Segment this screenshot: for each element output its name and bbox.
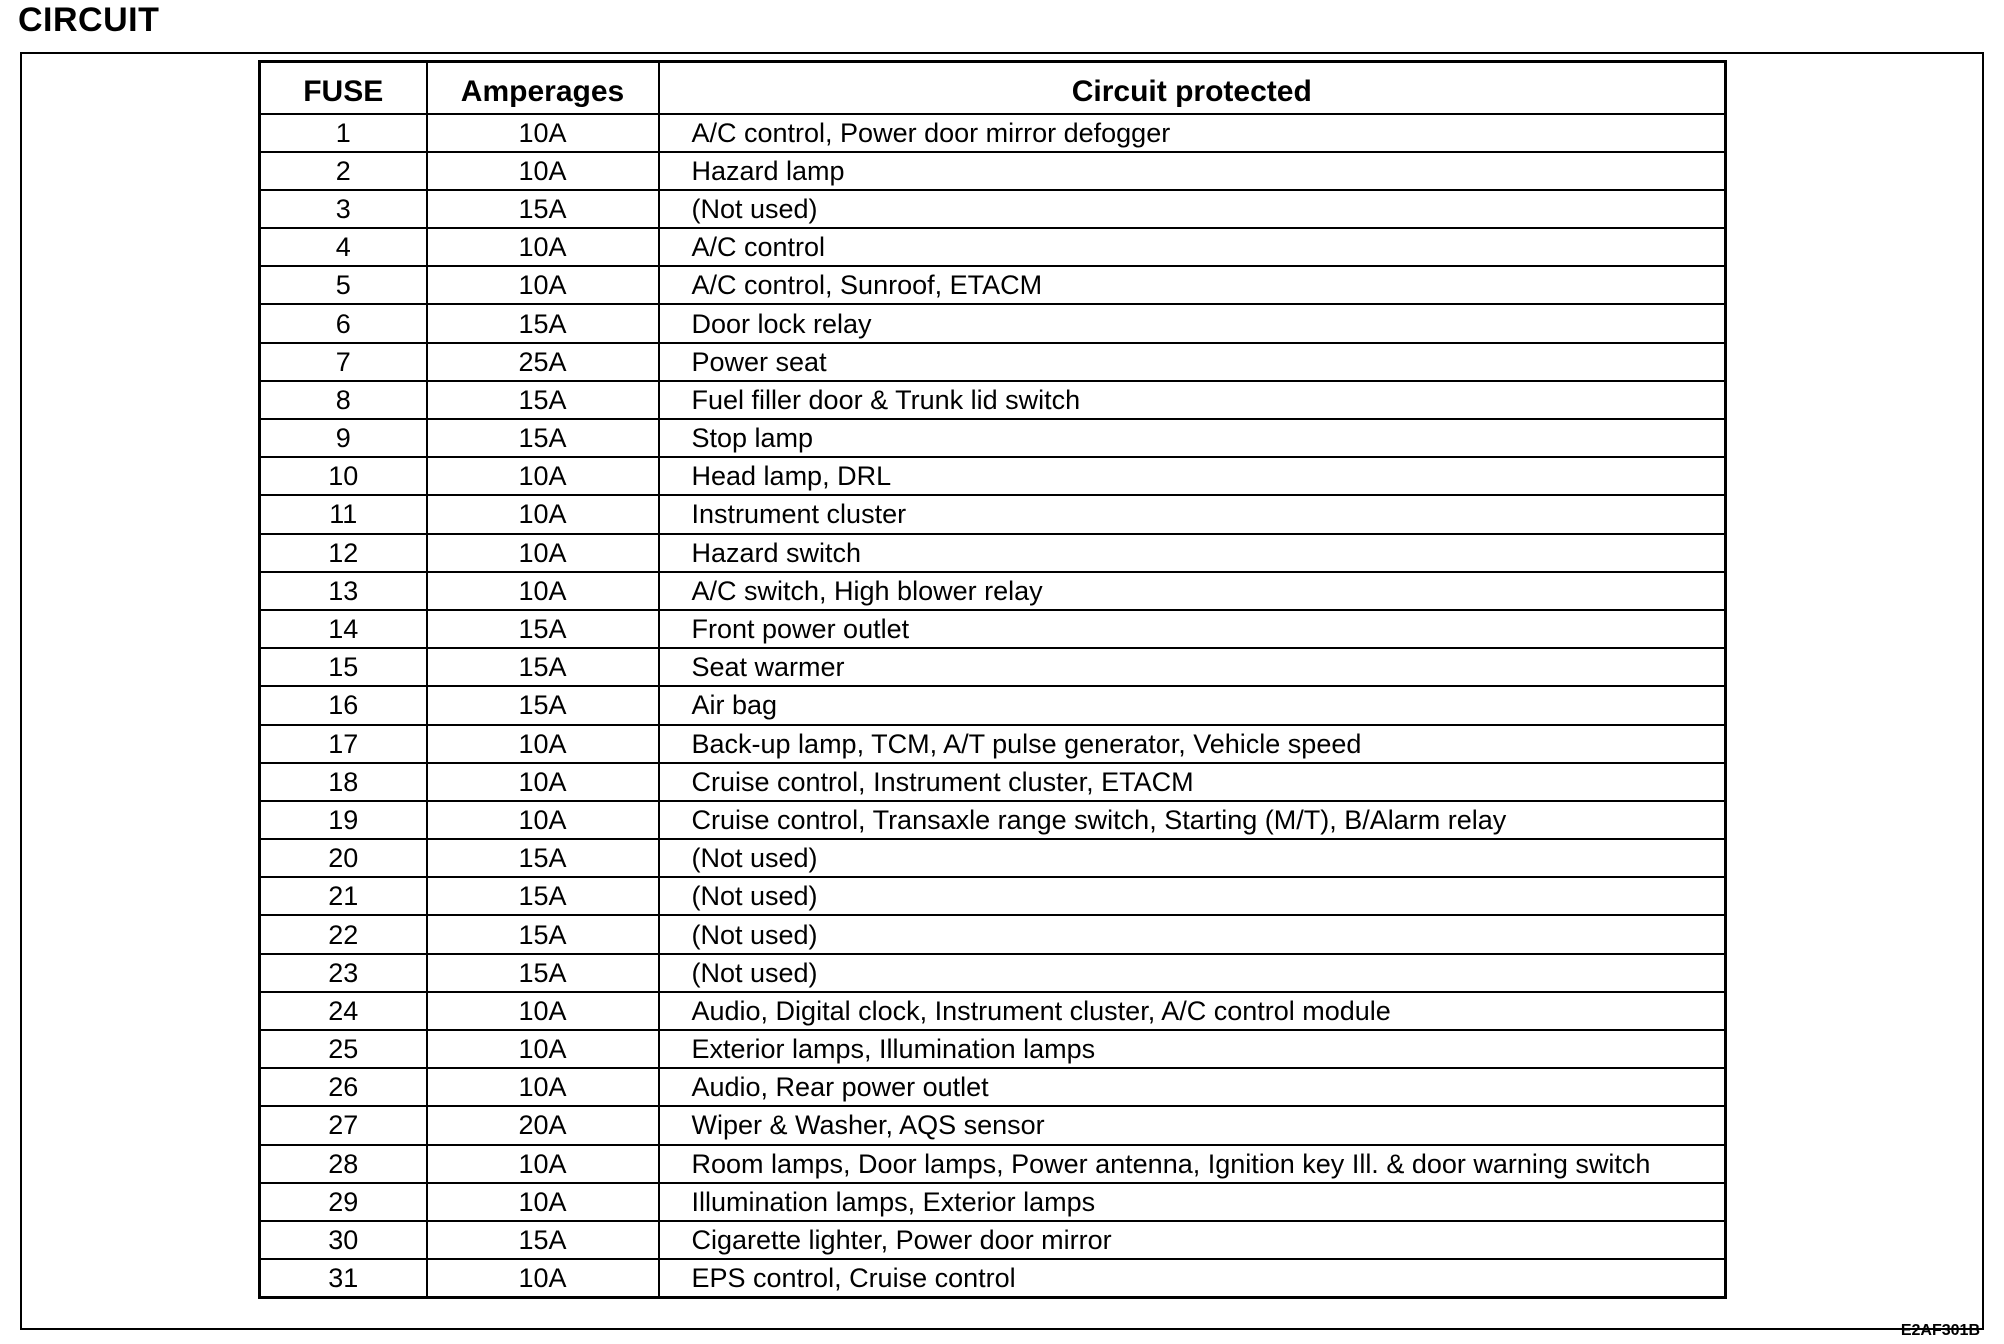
circuit-protected: (Not used) xyxy=(659,839,1726,877)
fuse-number: 29 xyxy=(260,1183,427,1221)
fuse-number: 10 xyxy=(260,457,427,495)
fuse-number: 9 xyxy=(260,419,427,457)
table-row xyxy=(260,1221,1726,1259)
table-row xyxy=(260,1259,1726,1297)
fuse-amperage: 15A xyxy=(427,648,659,686)
table-row xyxy=(260,419,1726,457)
circuit-protected: A/C control xyxy=(659,228,1726,266)
fuse-number: 2 xyxy=(260,152,427,190)
table-row xyxy=(260,648,1726,686)
table-row xyxy=(260,343,1726,381)
circuit-protected: EPS control, Cruise control xyxy=(659,1259,1726,1297)
fuse-amperage: 10A xyxy=(427,1259,659,1297)
circuit-protected: Door lock relay xyxy=(659,304,1726,342)
fuse-amperage: 10A xyxy=(427,725,659,763)
fuse-amperage: 15A xyxy=(427,419,659,457)
circuit-protected: Back-up lamp, TCM, A/T pulse generator, Vehicle speed xyxy=(659,725,1726,763)
fuse-number: 26 xyxy=(260,1068,427,1106)
fuse-number: 25 xyxy=(260,1030,427,1068)
header-amperages: Amperages xyxy=(427,62,659,114)
fuse-amperage: 10A xyxy=(427,801,659,839)
circuit-protected: Front power outlet xyxy=(659,610,1726,648)
circuit-protected: Cruise control, Instrument cluster, ETACM xyxy=(659,763,1726,801)
fuse-number: 19 xyxy=(260,801,427,839)
circuit-protected: Cruise control, Transaxle range switch, Starting (M/T), B/Alarm relay xyxy=(659,801,1726,839)
circuit-protected: Hazard switch xyxy=(659,534,1726,572)
table-body xyxy=(260,114,1726,1298)
circuit-protected: Power seat xyxy=(659,343,1726,381)
table-row xyxy=(260,495,1726,533)
fuse-amperage: 10A xyxy=(427,1068,659,1106)
fuse-amperage: 10A xyxy=(427,1183,659,1221)
circuit-protected: Seat warmer xyxy=(659,648,1726,686)
table-row xyxy=(260,114,1726,152)
fuse-amperage: 10A xyxy=(427,1145,659,1183)
fuse-number: 23 xyxy=(260,954,427,992)
fuse-number: 1 xyxy=(260,114,427,152)
fuse-amperage: 10A xyxy=(427,457,659,495)
table-row xyxy=(260,801,1726,839)
fuse-number: 6 xyxy=(260,304,427,342)
fuse-table xyxy=(258,60,1727,1299)
table-row xyxy=(260,877,1726,915)
circuit-protected: Wiper & Washer, AQS sensor xyxy=(659,1106,1726,1144)
fuse-number: 22 xyxy=(260,915,427,953)
fuse-number: 30 xyxy=(260,1221,427,1259)
table-row xyxy=(260,992,1726,1030)
circuit-protected: Stop lamp xyxy=(659,419,1726,457)
table-row xyxy=(260,954,1726,992)
circuit-protected: Audio, Rear power outlet xyxy=(659,1068,1726,1106)
fuse-amperage: 15A xyxy=(427,610,659,648)
table-row xyxy=(260,1145,1726,1183)
fuse-number: 24 xyxy=(260,992,427,1030)
fuse-amperage: 20A xyxy=(427,1106,659,1144)
table-row xyxy=(260,266,1726,304)
fuse-number: 11 xyxy=(260,495,427,533)
fuse-amperage: 25A xyxy=(427,343,659,381)
table-row xyxy=(260,152,1726,190)
table-row xyxy=(260,572,1726,610)
circuit-protected: Audio, Digital clock, Instrument cluster, A/C control module xyxy=(659,992,1726,1030)
header-circuit-protected: Circuit protected xyxy=(659,62,1726,114)
table-row xyxy=(260,763,1726,801)
table-row xyxy=(260,725,1726,763)
table-row xyxy=(260,1030,1726,1068)
fuse-amperage: 10A xyxy=(427,114,659,152)
circuit-protected: Room lamps, Door lamps, Power antenna, Ignition key Ill. & door warning switch xyxy=(659,1145,1726,1183)
fuse-number: 13 xyxy=(260,572,427,610)
fuse-amperage: 15A xyxy=(427,915,659,953)
fuse-amperage: 10A xyxy=(427,266,659,304)
table-row xyxy=(260,381,1726,419)
table-row xyxy=(260,610,1726,648)
table-row xyxy=(260,228,1726,266)
fuse-number: 17 xyxy=(260,725,427,763)
table-row xyxy=(260,190,1726,228)
fuse-amperage: 10A xyxy=(427,495,659,533)
fuse-number: 20 xyxy=(260,839,427,877)
table-header-row xyxy=(260,62,1726,114)
circuit-protected: Exterior lamps, Illumination lamps xyxy=(659,1030,1726,1068)
circuit-protected: Illumination lamps, Exterior lamps xyxy=(659,1183,1726,1221)
table-row xyxy=(260,1183,1726,1221)
fuse-amperage: 10A xyxy=(427,763,659,801)
fuse-number: 8 xyxy=(260,381,427,419)
fuse-number: 18 xyxy=(260,763,427,801)
fuse-amperage: 15A xyxy=(427,304,659,342)
fuse-number: 3 xyxy=(260,190,427,228)
fuse-number: 28 xyxy=(260,1145,427,1183)
circuit-protected: Cigarette lighter, Power door mirror xyxy=(659,1221,1726,1259)
fuse-number: 7 xyxy=(260,343,427,381)
fuse-number: 27 xyxy=(260,1106,427,1144)
table-row xyxy=(260,1106,1726,1144)
table-row xyxy=(260,534,1726,572)
fuse-number: 31 xyxy=(260,1259,427,1297)
fuse-amperage: 10A xyxy=(427,534,659,572)
table-row xyxy=(260,457,1726,495)
fuse-number: 5 xyxy=(260,266,427,304)
fuse-amperage: 10A xyxy=(427,228,659,266)
table-row xyxy=(260,1068,1726,1106)
circuit-protected: A/C switch, High blower relay xyxy=(659,572,1726,610)
fuse-amperage: 15A xyxy=(427,381,659,419)
circuit-protected: (Not used) xyxy=(659,954,1726,992)
circuit-protected: Hazard lamp xyxy=(659,152,1726,190)
circuit-protected: (Not used) xyxy=(659,877,1726,915)
fuse-number: 12 xyxy=(260,534,427,572)
circuit-protected: Instrument cluster xyxy=(659,495,1726,533)
fuse-number: 21 xyxy=(260,877,427,915)
page-title: CIRCUIT xyxy=(18,1,160,39)
header-fuse: FUSE xyxy=(260,62,427,114)
circuit-protected: Air bag xyxy=(659,686,1726,724)
fuse-amperage: 15A xyxy=(427,686,659,724)
fuse-amperage: 15A xyxy=(427,1221,659,1259)
circuit-protected: (Not used) xyxy=(659,915,1726,953)
table-row xyxy=(260,915,1726,953)
fuse-number: 4 xyxy=(260,228,427,266)
circuit-protected: Head lamp, DRL xyxy=(659,457,1726,495)
reference-code: E2AF301B xyxy=(1900,1322,1980,1339)
circuit-protected: (Not used) xyxy=(659,190,1726,228)
fuse-amperage: 15A xyxy=(427,877,659,915)
fuse-number: 15 xyxy=(260,648,427,686)
fuse-amperage: 15A xyxy=(427,839,659,877)
fuse-number: 14 xyxy=(260,610,427,648)
table-row xyxy=(260,304,1726,342)
fuse-amperage: 10A xyxy=(427,1030,659,1068)
fuse-amperage: 15A xyxy=(427,190,659,228)
fuse-amperage: 10A xyxy=(427,572,659,610)
fuse-number: 16 xyxy=(260,686,427,724)
fuse-amperage: 10A xyxy=(427,992,659,1030)
circuit-protected: Fuel filler door & Trunk lid switch xyxy=(659,381,1726,419)
fuse-amperage: 10A xyxy=(427,152,659,190)
table-row xyxy=(260,686,1726,724)
table-row xyxy=(260,839,1726,877)
circuit-protected: A/C control, Power door mirror defogger xyxy=(659,114,1726,152)
fuse-amperage: 15A xyxy=(427,954,659,992)
circuit-protected: A/C control, Sunroof, ETACM xyxy=(659,266,1726,304)
